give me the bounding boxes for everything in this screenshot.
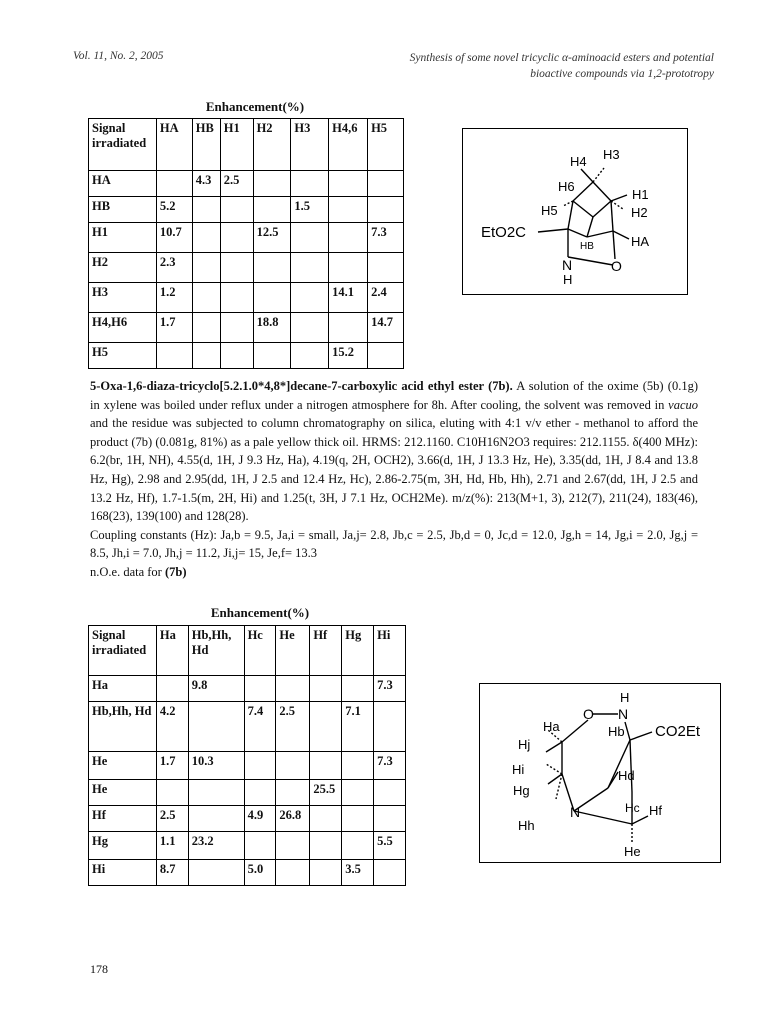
table-row [89, 283, 404, 313]
row-label-cell: H2 [89, 253, 157, 283]
experimental-text [90, 377, 698, 582]
value-cell [156, 780, 188, 806]
page-number: 178 [90, 962, 108, 976]
value-cell [192, 313, 220, 343]
struct1-nh: H [563, 272, 573, 287]
value-cell [192, 197, 220, 223]
header-cell: He [276, 626, 310, 676]
header-cell: H3 [291, 119, 329, 171]
value-cell [310, 860, 342, 886]
value-cell [310, 702, 342, 752]
value-cell [291, 171, 329, 197]
value-cell [253, 197, 291, 223]
header-cell: HB [192, 119, 220, 171]
value-cell: 12.5 [253, 223, 291, 253]
table-row [89, 860, 406, 886]
value-cell [192, 343, 220, 369]
row-label-cell: HB [89, 197, 157, 223]
table-row [89, 780, 406, 806]
header-cell: H5 [368, 119, 404, 171]
value-cell: 4.2 [156, 702, 188, 752]
struct1-ester: EtO2C [481, 224, 527, 241]
table-row [89, 752, 406, 780]
value-cell: 3.5 [342, 860, 374, 886]
row-label-cell: Hi [89, 860, 157, 886]
value-cell: 7.3 [368, 223, 404, 253]
value-cell [276, 676, 310, 702]
struct2-hi: Hi [512, 762, 525, 777]
value-cell: 2.5 [220, 171, 253, 197]
header-cell: Signal irradiated [89, 626, 157, 676]
value-cell: 23.2 [188, 832, 244, 860]
struct2-n: N [570, 804, 581, 820]
value-cell: 5.5 [374, 832, 406, 860]
noe-table-1 [88, 118, 404, 369]
value-cell: 4.9 [244, 806, 276, 832]
paragraph-noe [90, 563, 698, 582]
struct1-h1: H1 [632, 187, 649, 202]
table-header-row [89, 626, 406, 676]
header-cell: Hi [374, 626, 406, 676]
table-row [89, 313, 404, 343]
structure-2-svg [480, 684, 722, 864]
value-cell: 1.7 [156, 752, 188, 780]
value-cell: 26.8 [276, 806, 310, 832]
struct1-o: O [611, 258, 622, 274]
table-row [89, 832, 406, 860]
struct1-hb: HB [580, 241, 594, 252]
value-cell [220, 253, 253, 283]
value-cell [368, 197, 404, 223]
value-cell [253, 171, 291, 197]
header-cell: Hf [310, 626, 342, 676]
value-cell: 25.5 [310, 780, 342, 806]
row-label-cell: Hf [89, 806, 157, 832]
value-cell: 14.7 [368, 313, 404, 343]
value-cell [276, 752, 310, 780]
value-cell [310, 676, 342, 702]
value-cell [291, 343, 329, 369]
row-label-cell: H5 [89, 343, 157, 369]
value-cell [188, 806, 244, 832]
header-cell: HA [156, 119, 192, 171]
header-cell: H4,6 [329, 119, 368, 171]
value-cell [244, 752, 276, 780]
value-cell [374, 702, 406, 752]
struct2-n-top: N [618, 706, 629, 722]
struct1-h3: H3 [603, 147, 620, 162]
value-cell [291, 283, 329, 313]
value-cell [374, 860, 406, 886]
value-cell [310, 806, 342, 832]
value-cell: 5.2 [156, 197, 192, 223]
value-cell: 7.3 [374, 752, 406, 780]
header-cell: Hc [244, 626, 276, 676]
noe-label: n.O.e. data for [90, 564, 165, 579]
structure-1-svg [463, 129, 689, 296]
value-cell: 1.5 [291, 197, 329, 223]
value-cell [188, 780, 244, 806]
value-cell [220, 197, 253, 223]
struct2-h-top: H [620, 690, 630, 705]
struct1-h2: H2 [631, 205, 648, 220]
value-cell [342, 806, 374, 832]
value-cell: 10.3 [188, 752, 244, 780]
row-label-cell: Ha [89, 676, 157, 702]
struct2-hd: Hd [618, 768, 635, 783]
struct1-ha: HA [631, 234, 650, 249]
p1-part-a: A solution of the oxime (5b) (0.1g) in xylene was boiled under reflux under a nitrogen atmosphere for 8h. After cooling, the solvent was removed in [90, 379, 698, 412]
value-cell: 2.5 [276, 702, 310, 752]
row-label-cell: H3 [89, 283, 157, 313]
struct1-h6: H6 [558, 179, 575, 194]
value-cell [291, 253, 329, 283]
header-cell: Ha [156, 626, 188, 676]
value-cell [220, 223, 253, 253]
struct2-he: He [624, 844, 641, 859]
value-cell [342, 832, 374, 860]
value-cell: 2.4 [368, 283, 404, 313]
struct1-h5: H5 [541, 203, 558, 218]
header-cell: Hg [342, 626, 374, 676]
value-cell [368, 171, 404, 197]
value-cell [342, 676, 374, 702]
value-cell [156, 343, 192, 369]
running-header-right-line1: Synthesis of some novel tricyclic α-aminoacid esters and potential [409, 52, 714, 64]
struct1-n: N [562, 257, 573, 273]
struct1-h4: H4 [570, 154, 587, 169]
value-cell: 15.2 [329, 343, 368, 369]
p1-part-b: and the residue was subjected to column chromatography on silica, eluting with 4:1 v/v ether - methanol to afford the product (7b) (0.081g, 81%) as a pale yellow thick oil. HRMS: 212.1160. C10H16N2O3 requires: 212.1155. δ(400 MHz): 6.2(br, 1H, NH), 4.55(d, 1H, J 9.3 Hz, Ha), 4.19(q, 2H, OCH2), 3.66(d, 1H, J 13.3 Hz, He), 3.35(dd, 1H, J 8.4 and 13.8 Hz, Hg), 2.98 and 2.95(dd, 1H, J 2.5 and 12.4 Hz, Hc), 2.86-2.75(m, 3H, Hd, Hb, Hh), 2.71 and 2.67(dd, 1H, J 2.5 and 13.2 Hz, Hf), 1.7-1.5(m, 2H, Hi) and 1.25(t, 3H, J 7.1 Hz, OCH2Me). m/z(%): 213(M+1, 3), 212(7), 211(24), 183(46), 168(23), 139(100) and 128(28). [90, 416, 698, 524]
value-cell: 5.0 [244, 860, 276, 886]
header-cell: Hb,Hh, Hd [188, 626, 244, 676]
value-cell [192, 253, 220, 283]
value-cell [192, 223, 220, 253]
row-label-cell: H1 [89, 223, 157, 253]
struct2-hj: Hj [518, 737, 531, 752]
table-header-row [89, 119, 404, 171]
row-label-cell: Hb,Hh, Hd [89, 702, 157, 752]
table-row [89, 223, 404, 253]
value-cell: 1.7 [156, 313, 192, 343]
value-cell [310, 752, 342, 780]
header-cell: H1 [220, 119, 253, 171]
value-cell [156, 676, 188, 702]
value-cell [253, 253, 291, 283]
struct2-hg: Hg [513, 783, 530, 798]
value-cell [253, 283, 291, 313]
noe-compound: (7b) [164, 564, 187, 579]
value-cell: 9.8 [188, 676, 244, 702]
value-cell [188, 860, 244, 886]
value-cell: 4.3 [192, 171, 220, 197]
p1-vacuo: vacuo [668, 397, 698, 412]
running-header-right-line2: bioactive compounds via 1,2-prototropy [530, 68, 714, 80]
value-cell [368, 253, 404, 283]
value-cell [244, 780, 276, 806]
value-cell: 10.7 [156, 223, 192, 253]
value-cell: 8.7 [156, 860, 188, 886]
value-cell: 2.3 [156, 253, 192, 283]
value-cell [156, 171, 192, 197]
running-header-right [294, 50, 714, 82]
structure-figure-2 [479, 683, 721, 863]
value-cell [244, 832, 276, 860]
row-label-cell: Hg [89, 832, 157, 860]
value-cell [329, 253, 368, 283]
value-cell [276, 832, 310, 860]
value-cell [188, 702, 244, 752]
value-cell: 7.1 [342, 702, 374, 752]
header-cell: Signal irradiated [89, 119, 157, 171]
value-cell [291, 223, 329, 253]
struct2-hf: Hf [649, 803, 662, 818]
value-cell [342, 780, 374, 806]
value-cell [374, 806, 406, 832]
value-cell [220, 283, 253, 313]
value-cell [220, 343, 253, 369]
struct2-hc: Hc [625, 801, 640, 815]
value-cell [192, 283, 220, 313]
value-cell [276, 860, 310, 886]
value-cell [276, 780, 310, 806]
table-row [89, 806, 406, 832]
compound-title: 5-Oxa-1,6-diaza-tricyclo[5.2.1.0*4,8*]decane-7-carboxylic acid ethyl ester (7b). [90, 379, 513, 393]
value-cell [329, 223, 368, 253]
value-cell: 14.1 [329, 283, 368, 313]
row-label-cell: HA [89, 171, 157, 197]
header-cell: H2 [253, 119, 291, 171]
value-cell [374, 780, 406, 806]
row-label-cell: He [89, 752, 157, 780]
table-row [89, 171, 404, 197]
value-cell [329, 313, 368, 343]
struct2-ha: Ha [543, 719, 560, 734]
paragraph-1 [90, 377, 698, 526]
table-row [89, 197, 404, 223]
struct2-hb: Hb [608, 724, 625, 739]
table-row [89, 253, 404, 283]
value-cell [368, 343, 404, 369]
value-cell: 7.3 [374, 676, 406, 702]
value-cell: 7.4 [244, 702, 276, 752]
value-cell [244, 676, 276, 702]
running-header-left: Vol. 11, No. 2, 2005 [73, 50, 164, 62]
row-label-cell: He [89, 780, 157, 806]
paragraph-coupling: Coupling constants (Hz): Ja,b = 9.5, Ja,i = small, Ja,j= 2.8, Jb,c = 2.5, Jb,d = 0, Jc,d = 12.0, Jg,h = 14, Jg,i = 2.0, Jg,j = 8.5, Jh,i = 7.0, Jh,j = 11.2, Ji,j= 15, Je,f= 13.3 [90, 527, 698, 561]
value-cell [329, 171, 368, 197]
noe-table-2 [88, 625, 406, 886]
table2-caption: Enhancement(%) [210, 605, 310, 620]
value-cell [220, 313, 253, 343]
value-cell: 2.5 [156, 806, 188, 832]
value-cell [253, 343, 291, 369]
table-row [89, 702, 406, 752]
value-cell [329, 197, 368, 223]
value-cell: 1.2 [156, 283, 192, 313]
struct2-hh: Hh [518, 818, 535, 833]
table-row [89, 343, 404, 369]
value-cell: 1.1 [156, 832, 188, 860]
structure-figure-1 [462, 128, 688, 295]
value-cell [342, 752, 374, 780]
struct2-o: O [583, 706, 594, 722]
row-label-cell: H4,H6 [89, 313, 157, 343]
table-row [89, 676, 406, 702]
struct2-ester: CO2Et [655, 723, 701, 740]
value-cell [291, 313, 329, 343]
value-cell: 18.8 [253, 313, 291, 343]
table1-caption: Enhancement(%) [205, 99, 305, 114]
value-cell [310, 832, 342, 860]
